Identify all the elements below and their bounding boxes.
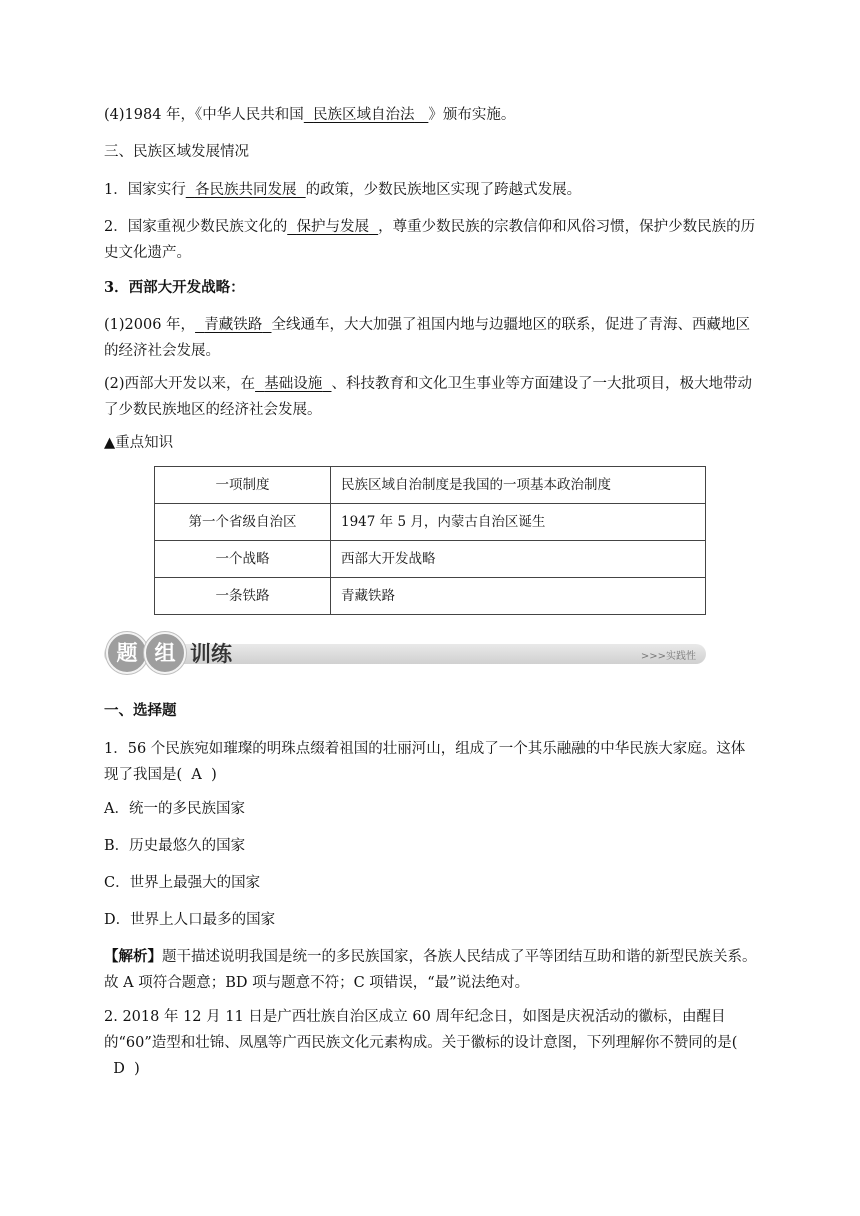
- strategy-heading: 3．西部大开发战略：: [104, 279, 245, 296]
- key-knowledge-table: [154, 466, 706, 615]
- table-row: 一项制度 民族区域自治制度是我国的一项基本政治制度: [155, 467, 706, 504]
- fill-blank-answer: 保护与发展: [296, 219, 369, 235]
- fill-blank-answer: 基础设施: [264, 376, 323, 392]
- option-a: A．统一的多民族国家: [104, 801, 245, 817]
- banner-title: 训练: [190, 642, 232, 666]
- fill-blank-answer: 各民族共同发展: [194, 182, 297, 198]
- text: 》颁布实施。: [428, 107, 516, 123]
- paragraph-3b: (2)西部大开发以来，在 基础设施 、科技教育和文化卫生事业等方面建设了一大批项目，极大地带动了少数民族地区的经济社会发展。: [104, 376, 752, 418]
- choice-section-heading: 一、选择题: [104, 702, 177, 719]
- paragraph-2: 2．国家重视少数民族文化的 保护与发展 ，尊重少数民族的宗教信仰和风俗习惯，保护少数民族的历史文化遗产。: [104, 219, 756, 261]
- analysis: 【解析】题干描述说明我国是统一的多民族国家，各族人民结成了平等团结互助和谐的新型民族关系。故 A 项符合题意；BD 项与题意不符；C 项错误，“最”说法绝对。: [104, 948, 757, 991]
- fill-blank-answer: 民族区域自治法: [313, 107, 415, 123]
- analysis-label: 【解析】: [104, 948, 162, 965]
- law-line: [104, 102, 758, 128]
- option-b: B．历史最悠久的国家: [104, 838, 246, 854]
- question-1: 1．56 个民族宛如璀璨的明珠点缀着祖国的壮丽河山，组成了一个其乐融融的中华民族大家庭。这体现了我国是( A ): [104, 741, 746, 783]
- text: (4)1984 年，《中华人民共和国: [104, 107, 304, 123]
- table-row: 一个战略 西部大开发战略: [155, 541, 706, 578]
- section-heading: 三、民族区域发展情况: [104, 144, 249, 160]
- practice-banner: [104, 632, 706, 674]
- answer: D: [113, 1061, 125, 1077]
- table-row: 第一个省级自治区 1947 年 5 月，内蒙古自治区诞生: [155, 504, 706, 541]
- option-c: C．世界上最强大的国家: [104, 875, 261, 891]
- banner-tag: >>>实践性: [640, 651, 696, 662]
- fill-blank-answer: 青藏铁路: [204, 317, 263, 333]
- answer: A: [191, 767, 202, 783]
- banner-circle-1: 题: [106, 632, 148, 674]
- table-row: 一条铁路 青藏铁路: [155, 578, 706, 615]
- paragraph-1: 1．国家实行 各民族共同发展 的政策，少数民族地区实现了跨越式发展。: [104, 182, 582, 198]
- key-knowledge-heading: ▲重点知识: [104, 435, 174, 451]
- banner-circle-2: 组: [144, 632, 186, 674]
- question-2: 2. 2018 年 12 月 11 日是广西壮族自治区成立 60 周年纪念日，如图是庆祝活动的徽标，由醒目的“60”造型和壮锦、凤凰等广西民族文化元素构成。关于徽标的设计意图，下列理解你不赞同的是( D ): [104, 1009, 738, 1077]
- paragraph-3a: (1)2006 年， 青藏铁路 全线通车，大大加强了祖国内地与边疆地区的联系，促进了青海、西藏地区的经济社会发展。: [104, 317, 750, 359]
- option-d: D．世界上人口最多的国家: [104, 912, 276, 928]
